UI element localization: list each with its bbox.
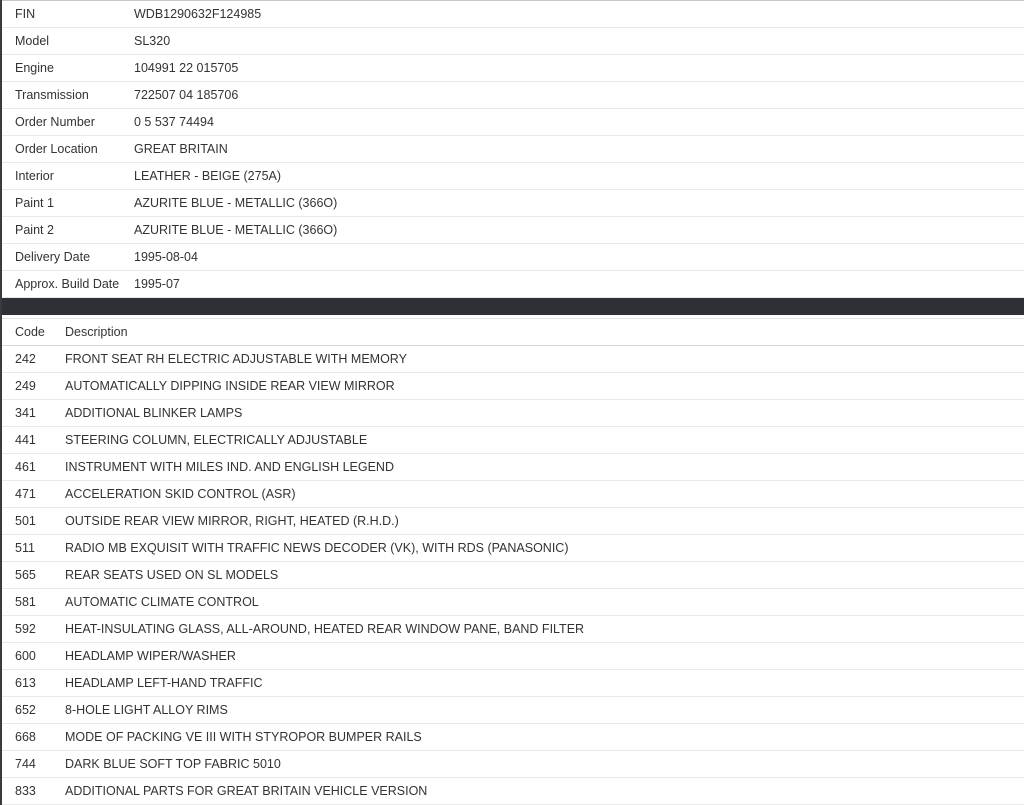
option-row — [2, 616, 1024, 643]
spec-row — [2, 217, 1024, 244]
option-description: INSTRUMENT WITH MILES IND. AND ENGLISH LEGEND — [65, 454, 1024, 481]
section-divider-bar — [2, 298, 1024, 315]
spec-label: Paint 2 — [2, 217, 134, 244]
option-code: 744 — [2, 751, 65, 778]
option-row — [2, 697, 1024, 724]
spec-value: WDB1290632F124985 — [134, 1, 1024, 28]
option-code: 511 — [2, 535, 65, 562]
option-code: 242 — [2, 346, 65, 373]
spec-row — [2, 163, 1024, 190]
option-description: HEADLAMP LEFT-HAND TRAFFIC — [65, 670, 1024, 697]
option-code: 833 — [2, 778, 65, 805]
spec-row — [2, 55, 1024, 82]
spec-value: AZURITE BLUE - METALLIC (366O) — [134, 217, 1024, 244]
spec-value: SL320 — [134, 28, 1024, 55]
option-row — [2, 670, 1024, 697]
description-column-header: Description — [65, 319, 1024, 346]
option-description: HEADLAMP WIPER/WASHER — [65, 643, 1024, 670]
spec-value: 1995-07 — [134, 271, 1024, 298]
spec-label: FIN — [2, 1, 134, 28]
spec-value: GREAT BRITAIN — [134, 136, 1024, 163]
option-description: DARK BLUE SOFT TOP FABRIC 5010 — [65, 751, 1024, 778]
option-row — [2, 481, 1024, 508]
option-code: 461 — [2, 454, 65, 481]
option-code: 613 — [2, 670, 65, 697]
option-code: 592 — [2, 616, 65, 643]
option-description: REAR SEATS USED ON SL MODELS — [65, 562, 1024, 589]
spec-value: LEATHER - BEIGE (275A) — [134, 163, 1024, 190]
spec-label: Approx. Build Date — [2, 271, 134, 298]
spec-row — [2, 109, 1024, 136]
option-row — [2, 508, 1024, 535]
option-row — [2, 589, 1024, 616]
option-description: OUTSIDE REAR VIEW MIRROR, RIGHT, HEATED (R.H.D.) — [65, 508, 1024, 535]
spec-label: Model — [2, 28, 134, 55]
option-row — [2, 535, 1024, 562]
spec-row — [2, 28, 1024, 55]
spec-label: Interior — [2, 163, 134, 190]
option-code: 441 — [2, 427, 65, 454]
option-row — [2, 346, 1024, 373]
option-code: 668 — [2, 724, 65, 751]
option-description: RADIO MB EXQUISIT WITH TRAFFIC NEWS DECODER (VK), WITH RDS (PANASONIC) — [65, 535, 1024, 562]
option-description: AUTOMATICALLY DIPPING INSIDE REAR VIEW MIRROR — [65, 373, 1024, 400]
spec-row — [2, 271, 1024, 298]
option-code: 471 — [2, 481, 65, 508]
spec-row — [2, 190, 1024, 217]
option-description: STEERING COLUMN, ELECTRICALLY ADJUSTABLE — [65, 427, 1024, 454]
option-row — [2, 778, 1024, 805]
spec-value: 1995-08-04 — [134, 244, 1024, 271]
option-description: FRONT SEAT RH ELECTRIC ADJUSTABLE WITH MEMORY — [65, 346, 1024, 373]
spec-row — [2, 244, 1024, 271]
option-row — [2, 724, 1024, 751]
option-code: 501 — [2, 508, 65, 535]
option-description: 8-HOLE LIGHT ALLOY RIMS — [65, 697, 1024, 724]
option-code: 581 — [2, 589, 65, 616]
option-codes-table — [2, 318, 1024, 805]
spec-value: 104991 22 015705 — [134, 55, 1024, 82]
spec-label: Order Number — [2, 109, 134, 136]
option-description: ACCELERATION SKID CONTROL (ASR) — [65, 481, 1024, 508]
spec-label: Delivery Date — [2, 244, 134, 271]
option-row — [2, 751, 1024, 778]
spec-label: Order Location — [2, 136, 134, 163]
code-column-header: Code — [2, 319, 65, 346]
option-row — [2, 427, 1024, 454]
spec-label: Transmission — [2, 82, 134, 109]
option-description: HEAT-INSULATING GLASS, ALL-AROUND, HEATED REAR WINDOW PANE, BAND FILTER — [65, 616, 1024, 643]
spec-row — [2, 1, 1024, 28]
spec-row — [2, 136, 1024, 163]
option-description: MODE OF PACKING VE III WITH STYROPOR BUMPER RAILS — [65, 724, 1024, 751]
spec-row — [2, 82, 1024, 109]
option-codes-header-row — [2, 319, 1024, 346]
option-description: ADDITIONAL PARTS FOR GREAT BRITAIN VEHICLE VERSION — [65, 778, 1024, 805]
option-row — [2, 373, 1024, 400]
spec-value: 0 5 537 74494 — [134, 109, 1024, 136]
spec-label: Paint 1 — [2, 190, 134, 217]
option-description: AUTOMATIC CLIMATE CONTROL — [65, 589, 1024, 616]
option-code: 565 — [2, 562, 65, 589]
option-row — [2, 454, 1024, 481]
option-row — [2, 562, 1024, 589]
option-code: 600 — [2, 643, 65, 670]
spec-value: AZURITE BLUE - METALLIC (366O) — [134, 190, 1024, 217]
option-code: 341 — [2, 400, 65, 427]
option-row — [2, 643, 1024, 670]
option-description: ADDITIONAL BLINKER LAMPS — [65, 400, 1024, 427]
option-row — [2, 400, 1024, 427]
vehicle-info-table — [2, 0, 1024, 298]
option-code: 249 — [2, 373, 65, 400]
spec-value: 722507 04 185706 — [134, 82, 1024, 109]
spec-label: Engine — [2, 55, 134, 82]
option-code: 652 — [2, 697, 65, 724]
